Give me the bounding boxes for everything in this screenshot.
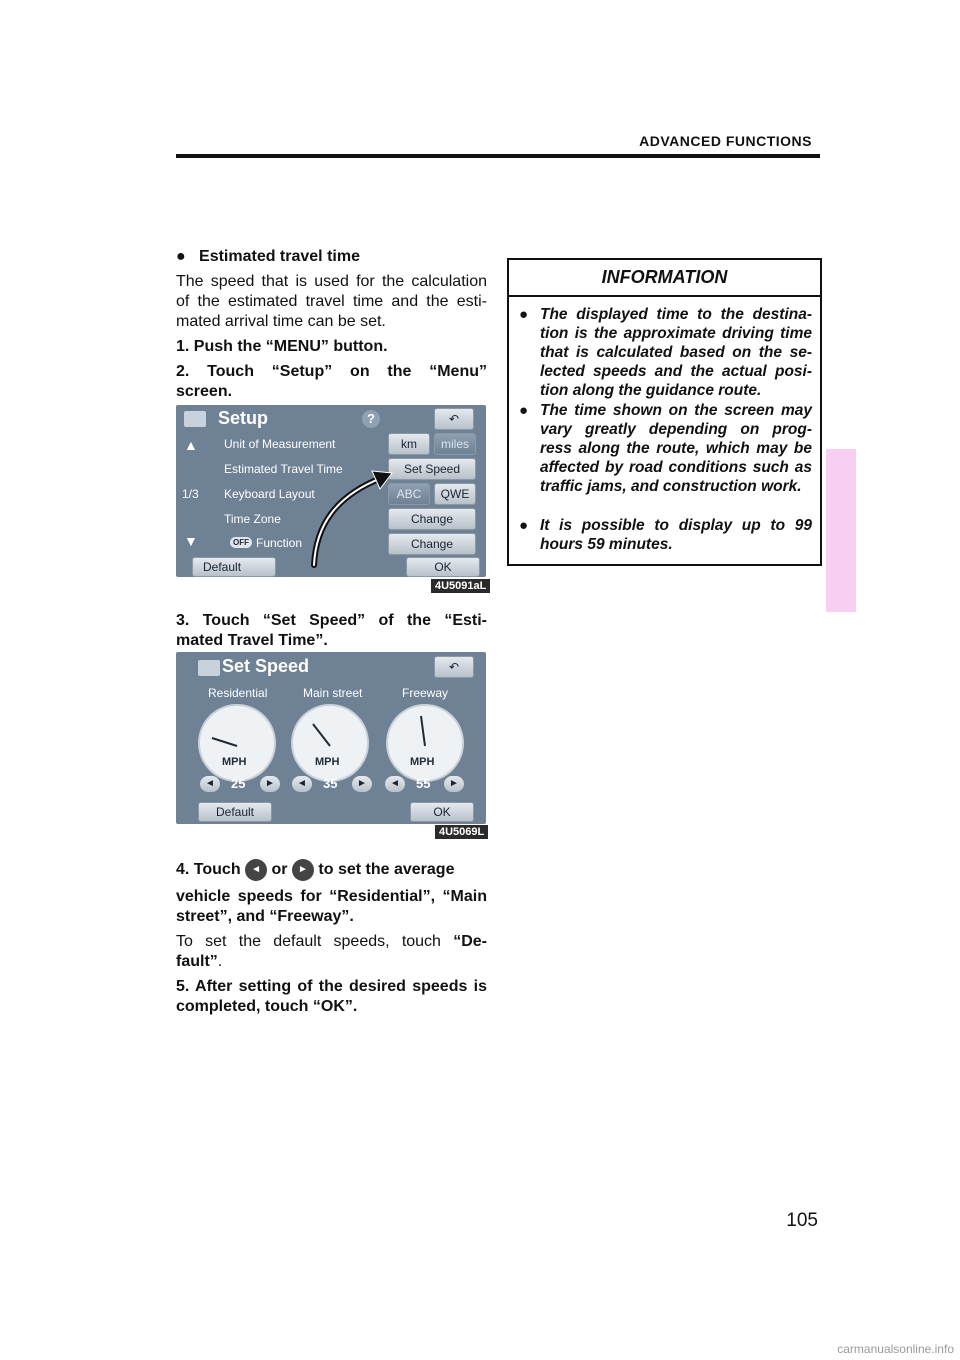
help-icon[interactable]: ? bbox=[362, 410, 380, 428]
default-note-text: To set the default speeds, touch bbox=[176, 933, 441, 950]
freeway-label: Freeway bbox=[402, 686, 449, 700]
freeway-increase-button[interactable]: ► bbox=[444, 776, 464, 792]
step-4-line-3: street”, and “Freeway”. bbox=[176, 908, 354, 925]
km-button[interactable]: km bbox=[388, 433, 430, 455]
information-box bbox=[507, 258, 822, 566]
info-item-3: It is possible to display up to 99 hours 59 minutes. bbox=[540, 517, 812, 553]
info-bullet-1: ● bbox=[519, 306, 529, 323]
main-street-unit: MPH bbox=[315, 756, 340, 768]
main-street-speed: 35 bbox=[323, 776, 338, 791]
step-1: 1. Push the “MENU” button. bbox=[176, 338, 388, 355]
section-heading bbox=[176, 247, 360, 267]
step-5-line-1: 5. After setting of the desired speeds is bbox=[176, 978, 487, 995]
set-speed-screenshot bbox=[176, 652, 486, 824]
time-zone-change-button[interactable]: Change bbox=[388, 508, 476, 530]
main-street-increase-button[interactable]: ► bbox=[352, 776, 372, 792]
row-time-zone: Time Zone bbox=[224, 512, 281, 526]
info-bullet-3: ● bbox=[519, 517, 529, 534]
ok-button[interactable]: OK bbox=[410, 802, 474, 822]
freeway-unit: MPH bbox=[410, 756, 435, 768]
left-arrow-icon: ◄ bbox=[245, 859, 267, 881]
speed-image-id: 4U5069L bbox=[435, 825, 488, 839]
scroll-up-icon[interactable]: ▲ bbox=[184, 437, 198, 453]
main-street-label: Main street bbox=[303, 686, 363, 700]
set-speed-button[interactable]: Set Speed bbox=[388, 458, 476, 480]
row-unit-of-measurement: Unit of Measurement bbox=[224, 437, 336, 451]
step-4-line-2: vehicle speeds for “Residential”, “Main bbox=[176, 888, 487, 905]
step-4-line-1 bbox=[176, 859, 487, 881]
freeway-decrease-button[interactable]: ◄ bbox=[385, 776, 405, 792]
main-street-gauge bbox=[291, 704, 369, 782]
main-street-decrease-button[interactable]: ◄ bbox=[292, 776, 312, 792]
qwe-button[interactable]: QWE bbox=[434, 483, 476, 505]
menu-icon bbox=[184, 411, 206, 427]
default-button[interactable]: Default bbox=[192, 557, 276, 577]
heading-bullet: ● bbox=[176, 248, 186, 265]
intro-line-2: of the estimated travel time and the esti- bbox=[176, 293, 487, 310]
freeway-gauge bbox=[386, 704, 464, 782]
row-function: Function bbox=[256, 536, 303, 550]
default-note-bold-2: fault” bbox=[176, 953, 218, 970]
row-keyboard-layout: Keyboard Layout bbox=[224, 487, 315, 501]
back-icon[interactable]: ↶ bbox=[434, 656, 474, 678]
set-speed-title: Set Speed bbox=[222, 656, 310, 676]
info-item-2: The time shown on the screen may vary greatly depending on prog- ress along the route, which may be affected by road conditions such as traffic jams, and construction work. bbox=[540, 402, 812, 495]
residential-label: Residential bbox=[208, 686, 268, 700]
page-number: 105 bbox=[786, 1210, 818, 1231]
setup-image-id: 4U5091aL bbox=[431, 579, 490, 593]
default-note-bold-1: “De- bbox=[453, 933, 487, 950]
page-indicator: 1/3 bbox=[182, 487, 199, 501]
info-item-1: The displayed time to the destina- tion is the approximate driving time that is calculated based on the se- lected speeds and the actual posi- tion along the guidance route. bbox=[540, 306, 812, 399]
information-title: INFORMATION bbox=[509, 260, 820, 297]
default-note-line-2 bbox=[176, 952, 222, 972]
default-note-line-1 bbox=[176, 932, 487, 952]
ok-button[interactable]: OK bbox=[406, 557, 480, 577]
back-icon[interactable]: ↶ bbox=[434, 408, 474, 430]
miles-button[interactable]: miles bbox=[434, 433, 476, 455]
step-3-line-1: 3. Touch “Set Speed” of the “Esti- bbox=[176, 612, 487, 629]
function-change-button[interactable]: Change bbox=[388, 533, 476, 555]
intro-line-3: mated arrival time can be set. bbox=[176, 313, 386, 330]
step-5-line-2: completed, touch “OK”. bbox=[176, 998, 358, 1015]
default-note-end: . bbox=[217, 953, 223, 970]
setup-title: Setup bbox=[218, 408, 269, 428]
step-2-line-2: screen. bbox=[176, 383, 233, 400]
watermark: carmanualsonline.info bbox=[837, 1342, 954, 1356]
info-bullet-2: ● bbox=[519, 402, 529, 419]
menu-icon bbox=[198, 660, 220, 676]
abc-button[interactable]: ABC bbox=[388, 483, 430, 505]
row-estimated-travel-time: Estimated Travel Time bbox=[224, 462, 343, 476]
section-title: ADVANCED FUNCTIONS bbox=[639, 133, 812, 149]
step-3-line-2: mated Travel Time”. bbox=[176, 632, 328, 649]
off-badge: OFF bbox=[230, 537, 252, 548]
residential-gauge bbox=[198, 704, 276, 782]
pointer-arrow-icon bbox=[296, 465, 406, 575]
right-arrow-icon: ► bbox=[292, 859, 314, 881]
setup-screenshot bbox=[176, 405, 486, 577]
default-button[interactable]: Default bbox=[198, 802, 272, 822]
freeway-speed: 55 bbox=[416, 776, 431, 791]
chapter-tab bbox=[826, 449, 856, 612]
step-4-suffix: to set the average bbox=[318, 861, 455, 879]
step-4-or: or bbox=[271, 861, 288, 879]
residential-decrease-button[interactable]: ◄ bbox=[200, 776, 220, 792]
residential-unit: MPH bbox=[222, 756, 247, 768]
heading-text: Estimated travel time bbox=[199, 248, 360, 265]
header-rule bbox=[176, 154, 820, 158]
step-4-prefix: 4. Touch bbox=[176, 861, 241, 879]
intro-line-1: The speed that is used for the calculation bbox=[176, 273, 487, 290]
residential-speed: 25 bbox=[231, 776, 246, 791]
step-2-line-1: 2. Touch “Setup” on the “Menu” bbox=[176, 363, 487, 380]
scroll-down-icon[interactable]: ▼ bbox=[184, 533, 198, 549]
residential-increase-button[interactable]: ► bbox=[260, 776, 280, 792]
